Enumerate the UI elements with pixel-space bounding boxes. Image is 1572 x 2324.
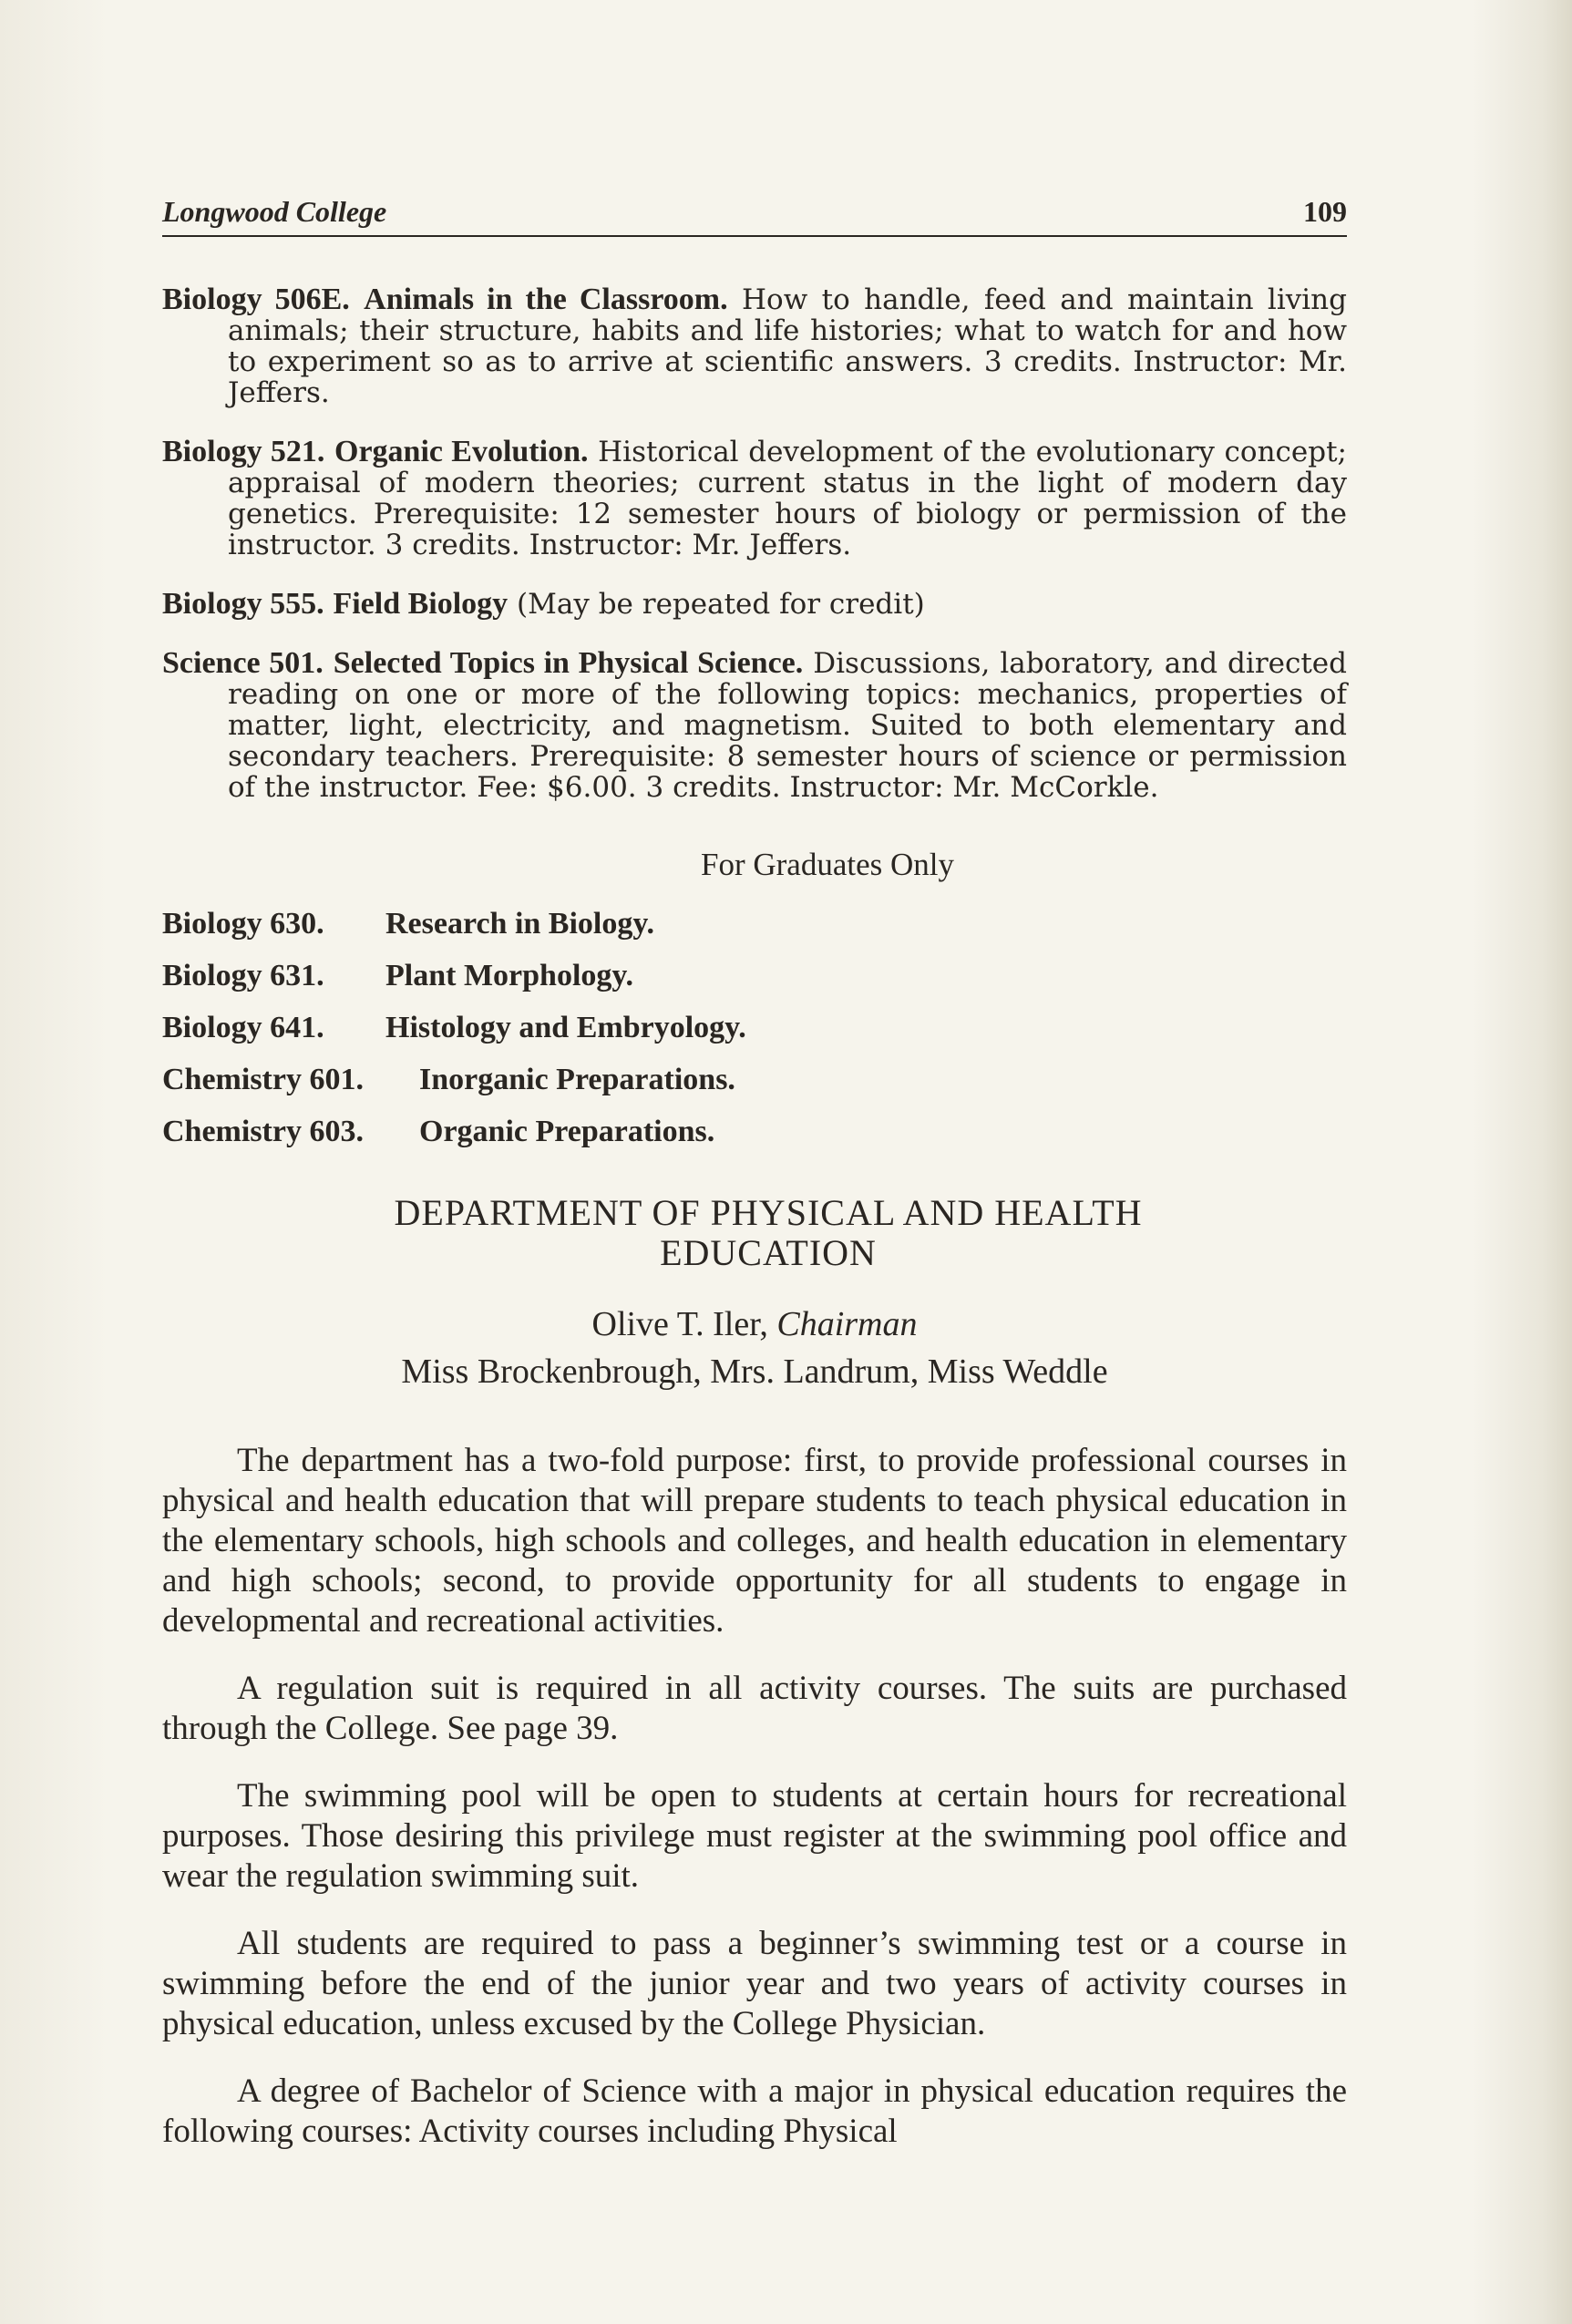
course-description: (May be repeated for credit) — [517, 588, 925, 621]
department-heading — [162, 1193, 1347, 1273]
department-description — [162, 1441, 1347, 2152]
page-scan-margin — [0, 0, 109, 2324]
course-entry — [162, 589, 1347, 620]
course-name: Organic Preparations. — [419, 1115, 715, 1148]
course-name: Histology and Embryology. — [385, 1011, 746, 1044]
course-name: Plant Morphology. — [385, 959, 634, 992]
graduate-course — [162, 1063, 1347, 1097]
paragraph: A degree of Bachelor of Science with a major in physical education requires the following courses: Activity courses including Physical — [162, 2072, 1347, 2150]
graduate-course — [162, 1011, 1347, 1045]
course-description: Discussions, laboratory, and directed reading on one or more of the following topics: mechanics, properties of matter, light, electricity, and magnetism. Suited to both elementary and secondary teachers. Prerequisite: 8 semester hours of science or permission of the instructor. Fee: $6.00. 3 credits. Instructor: Mr. McCorkle. — [228, 647, 1347, 804]
course-name: Organic Evolution. — [334, 435, 589, 468]
course-code: Chemistry 601. — [162, 1063, 364, 1096]
graduates-only-heading: For Graduates Only — [700, 847, 954, 882]
course-code: Biology 641. — [162, 1011, 324, 1044]
course-name: Field Biology — [333, 587, 509, 621]
course-code: Biology 521. — [162, 435, 325, 468]
paragraph: The swimming pool will be open to students at certain hours for recreational purposes. Those desiring this privilege must register at the swimming pool office and wear the regulation swimming suit. — [162, 1777, 1347, 1895]
department-heading-line: EDUCATION — [660, 1232, 877, 1273]
course-description: How to handle, feed and maintain living animals; their structure, habits and life histories; what to watch for and how to experiment so as to arrive at scientific answers. 3 credits. Instructor: Mr. Jeffers. — [228, 283, 1347, 409]
paragraph: All students are required to pass a beginner’s swimming test or a course in swimming before the end of the junior year and two years of activity courses in physical education, unless excused by the College Physician. — [162, 1925, 1347, 2042]
course-name: Research in Biology. — [385, 907, 654, 941]
running-header — [162, 182, 1347, 237]
course-code: Science 501. — [162, 646, 324, 680]
graduate-course — [162, 907, 1347, 941]
course-entry — [162, 284, 1347, 408]
course-code: Biology 506E. — [162, 283, 350, 316]
department-heading-line: DEPARTMENT OF PHYSICAL AND HEALTH — [394, 1192, 1143, 1233]
graduate-course — [162, 1115, 1347, 1149]
course-entry — [162, 648, 1347, 803]
course-description: Historical development of the evolutionary concept; appraisal of modern theories; current status in the light of modern day genetics. Prerequisite: 12 semester hours of biology or permission of the instructor. 3 credits. Instructor: Mr. Jeffers. — [228, 436, 1347, 561]
course-code: Chemistry 603. — [162, 1115, 364, 1148]
course-code: Biology 555. — [162, 587, 324, 621]
graduate-course-list — [162, 907, 1347, 1149]
course-code: Biology 631. — [162, 959, 324, 992]
document-page — [162, 182, 1347, 2179]
course-name: Inorganic Preparations. — [419, 1063, 735, 1096]
chairman-role: Chairman — [776, 1305, 918, 1343]
paragraph: A regulation suit is required in all activity courses. The suits are purchased through the College. See page 39. — [162, 1670, 1347, 1747]
course-list — [162, 284, 1347, 803]
header-college-title: Longwood College — [162, 195, 387, 228]
course-entry — [162, 437, 1347, 560]
chairman-name: Olive T. Iler, — [591, 1305, 768, 1343]
paragraph: The department has a two-fold purpose: first, to provide professional courses in physical and health education that will prepare students to teach physical education in the elementary schools, high schools and colleges, and health education in elementary and high schools; second, to provide opportunity for all students to engage in developmental and recreational activities. — [162, 1442, 1347, 1640]
page-number: 109 — [1303, 195, 1347, 228]
course-name: Animals in the Classroom. — [364, 283, 728, 316]
course-name: Selected Topics in Physical Science. — [333, 646, 804, 680]
department-staff: Miss Brockenbrough, Mrs. Landrum, Miss Weddle — [401, 1352, 1108, 1391]
course-code: Biology 630. — [162, 907, 324, 941]
department-chairman — [162, 1301, 1347, 1348]
graduate-course — [162, 959, 1347, 993]
page-edge-shadow — [1472, 0, 1572, 2324]
